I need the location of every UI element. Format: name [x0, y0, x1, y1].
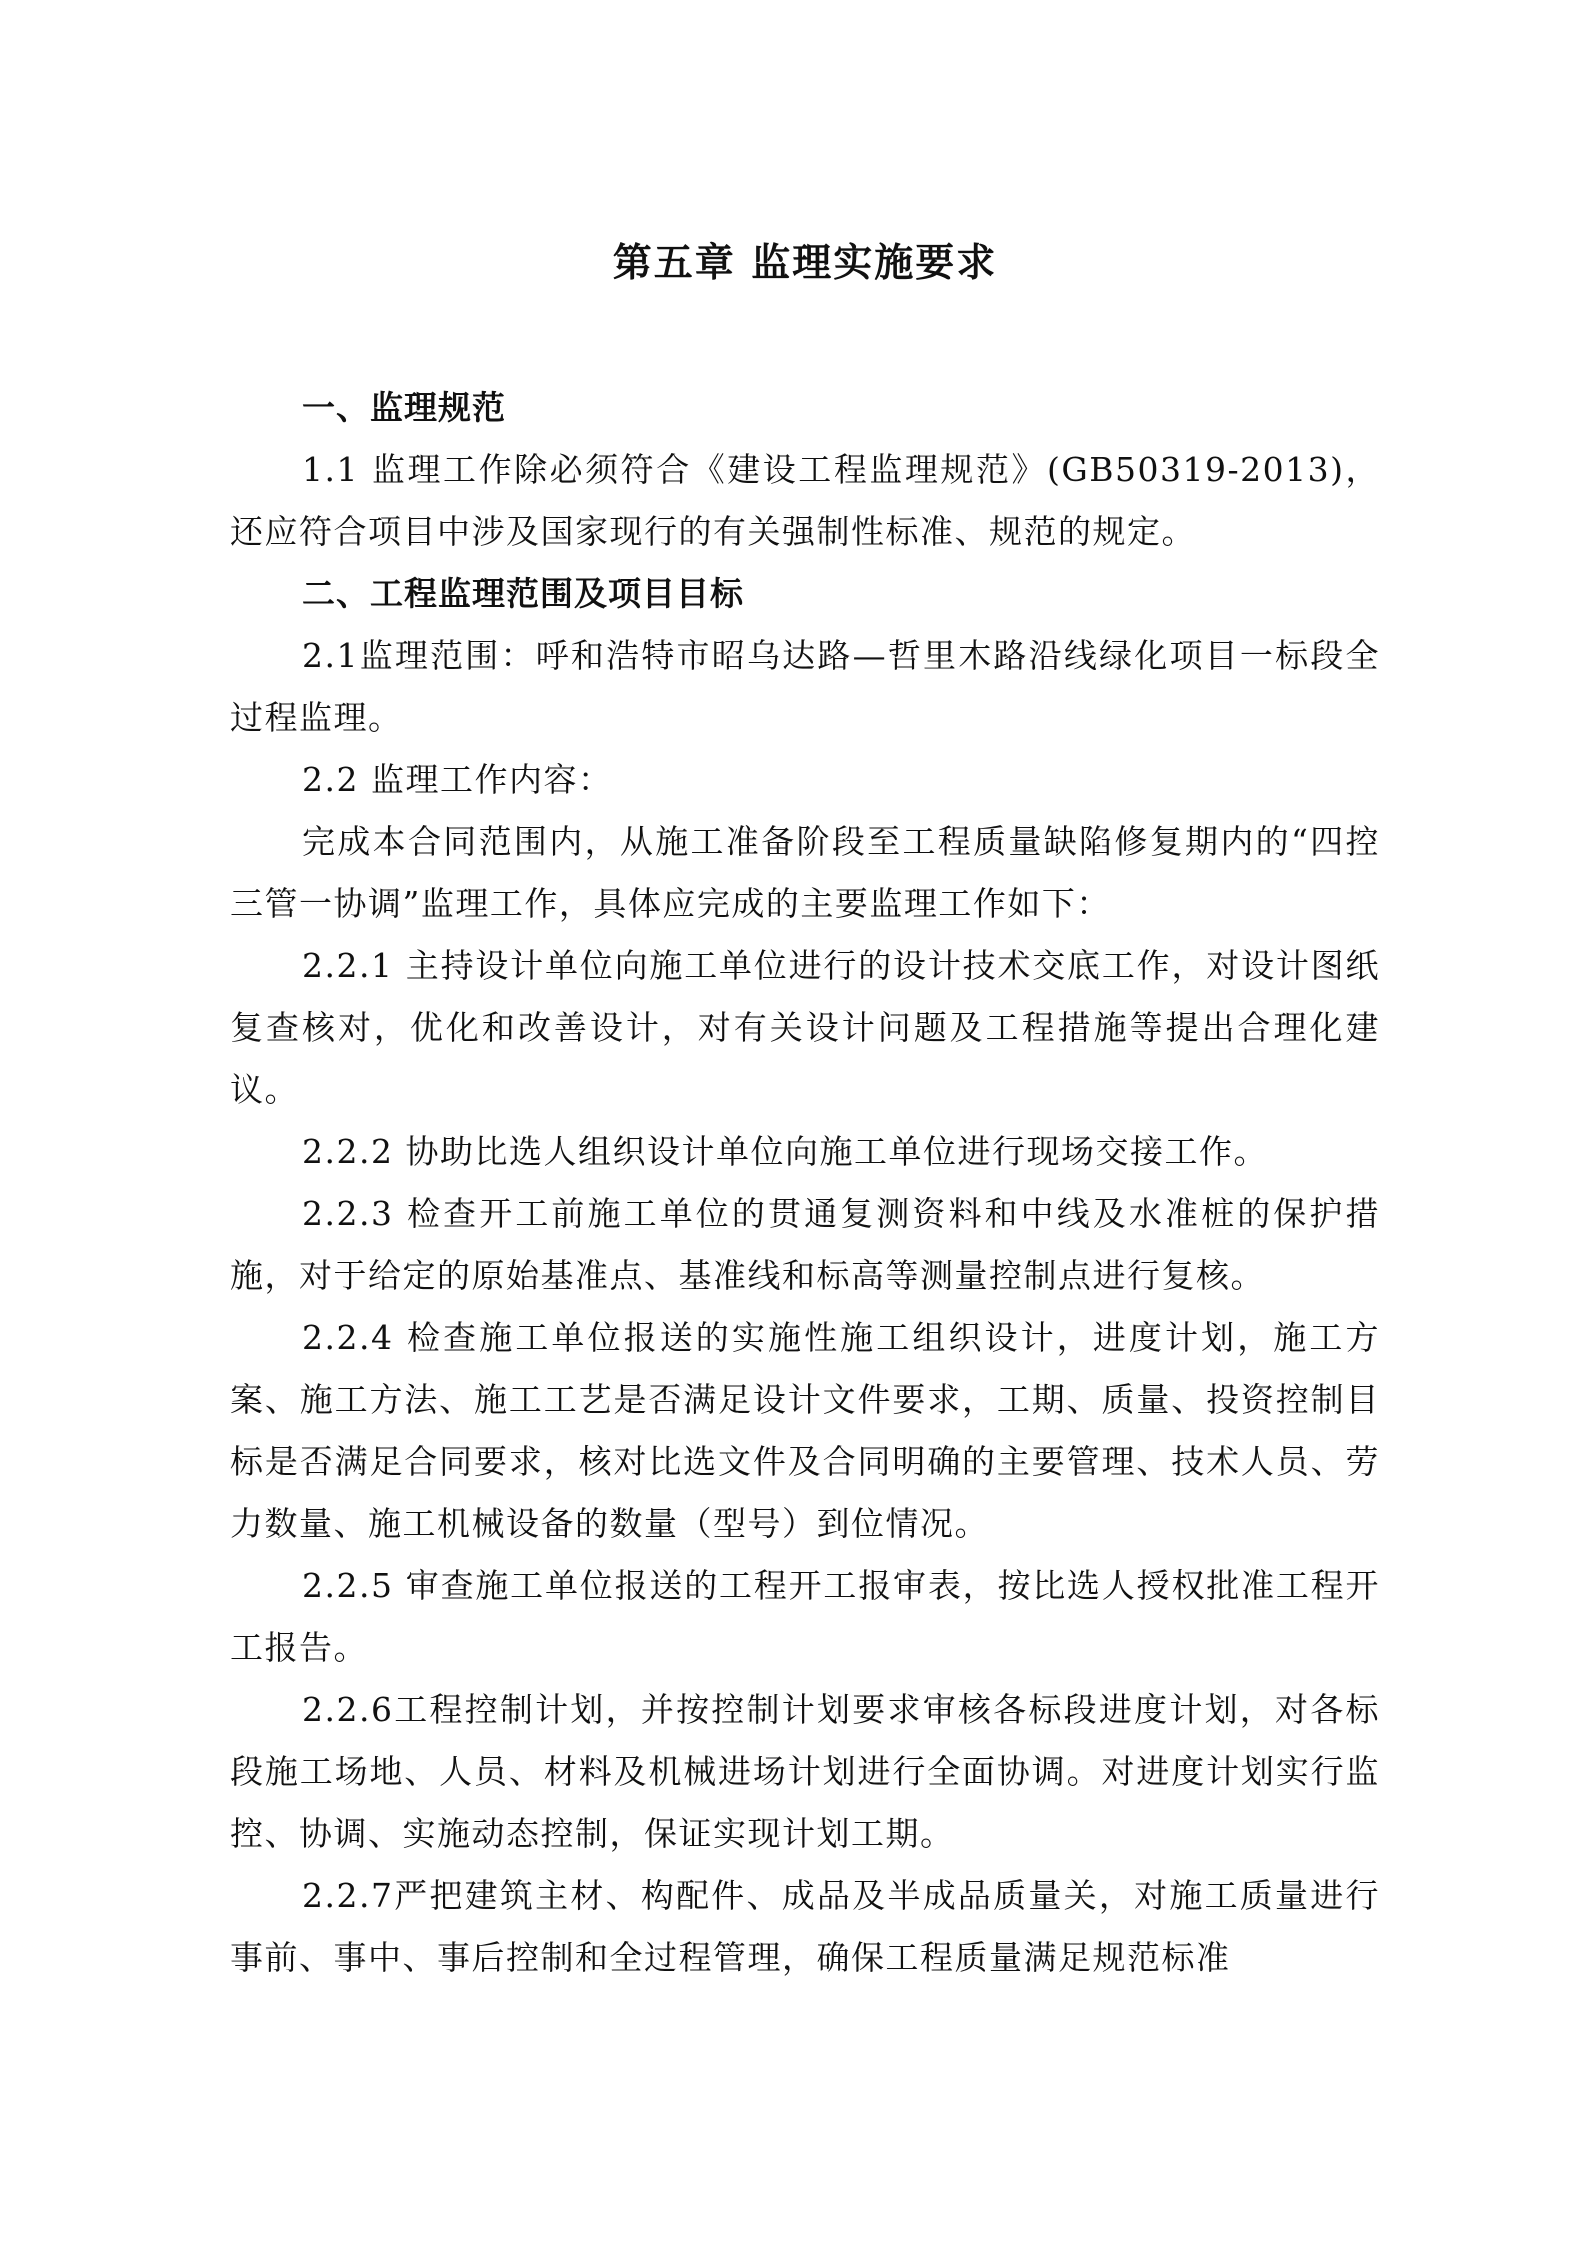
paragraph: 2.2.5 审查施工单位报送的工程开工报审表，按比选人授权批准工程开工报告。 [230, 1566, 1380, 1667]
paragraph: 2.2.3 检查开工前施工单位的贯通复测资料和中线及水准桩的保护措施，对于给定的原始基准点、基准线和标高等测量控制点进行复核。 [230, 1194, 1380, 1295]
section-regulations [230, 377, 1380, 563]
paragraph: 1.1 监理工作除必须符合《建设工程监理规范》(GB50319-2013)，还应符合项目中涉及国家现行的有关强制性标准、规范的规定。 [230, 450, 1380, 551]
section-scope-and-goals [230, 563, 1380, 1989]
section-heading: 一、监理规范 [302, 388, 506, 427]
paragraph: 2.2.1 主持设计单位向施工单位进行的设计技术交底工作，对设计图纸复查核对，优化和改善设计，对有关设计问题及工程措施等提出合理化建议。 [230, 946, 1380, 1109]
paragraph: 2.2.6工程控制计划，并按控制计划要求审核各标段进度计划，对各标段施工场地、人员、材料及机械进场计划进行全面协调。对进度计划实行监控、协调、实施动态控制，保证实现计划工期。 [230, 1690, 1380, 1853]
chapter-title: 第五章 监理实施要求 [612, 240, 998, 286]
paragraph: 完成本合同范围内，从施工准备阶段至工程质量缺陷修复期内的“四控三管一协调”监理工作，具体应完成的主要监理工作如下： [230, 822, 1380, 923]
paragraph: 2.1监理范围：呼和浩特市昭乌达路—哲里木路沿线绿化项目一标段全过程监理。 [230, 636, 1380, 737]
paragraph: 2.2.7严把建筑主材、构配件、成品及半成品质量关，对施工质量进行事前、事中、事后控制和全过程管理，确保工程质量满足规范标准 [230, 1876, 1380, 1977]
paragraph: 2.2.4 检查施工单位报送的实施性施工组织设计，进度计划，施工方案、施工方法、施工工艺是否满足设计文件要求，工期、质量、投资控制目标是否满足合同要求，核对比选文件及合同明确的主要管理、技术人员、劳力数量、施工机械设备的数量（型号）到位情况。 [230, 1318, 1380, 1543]
paragraph: 2.2.2 协助比选人组织设计单位向施工单位进行现场交接工作。 [302, 1132, 1268, 1171]
document-body [230, 235, 1380, 1989]
paragraph: 2.2 监理工作内容： [302, 760, 613, 799]
section-heading: 二、工程监理范围及项目目标 [302, 574, 744, 613]
